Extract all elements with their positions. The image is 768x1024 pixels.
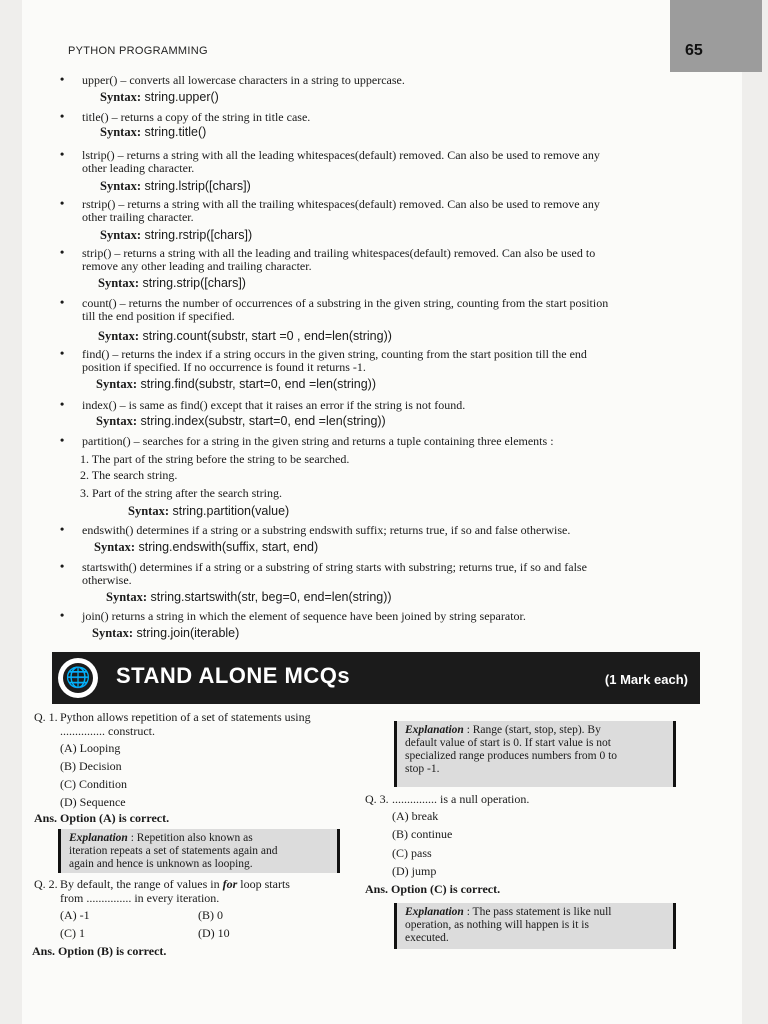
page [22,0,742,1024]
q2-explanation-label: Explanation [405,724,464,736]
syntax-label: Syntax: [106,590,147,604]
method-description: partition() – searches for a string in the given string and returns a tuple containing three elements : [82,434,554,448]
q3-option-d: (D) jump [392,864,437,878]
section-title: STAND ALONE MCQs [116,663,351,688]
syntax-code: string.title() [144,125,207,139]
syntax-label: Syntax: [92,626,133,640]
syntax-label: Syntax: [94,540,135,554]
syntax-label: Syntax: [100,90,141,104]
q2-answer: Ans. Option (B) is correct. [32,944,167,958]
q1-explanation-label: Explanation [69,832,128,844]
syntax-code: string.upper() [144,90,219,104]
method-description: strip() – returns a string with all the leading and trailing whitespaces(default) removed. Can also be used to [82,246,596,260]
method-syntax [100,179,251,194]
q1-text-2: ............... construct. [60,724,155,738]
q2-explanation-line: specialized range produces numbers from 0 to [405,750,618,762]
syntax-label: Syntax: [98,329,139,343]
method-description: lstrip() – returns a string with all the leading whitespaces(default) removed. Can also be used to remove any [82,148,600,162]
q2-explanation [394,721,676,787]
syntax-code: string.count(substr, start =0 , end=len(string)) [142,329,392,343]
bullet-icon: • [60,147,65,161]
bullet-icon: • [60,433,65,447]
syntax-label: Syntax: [128,504,169,518]
method-description: find() – returns the index if a string occurs in the given string, counting from the start position till the end [82,347,587,361]
q2-text-b: loop starts [237,877,290,891]
syntax-label: Syntax: [100,228,141,242]
page-number: 65 [685,42,703,59]
q3-explanation-label: Explanation [405,906,464,918]
q3-explanation-line: executed. [405,932,449,944]
bullet-icon: • [60,295,65,309]
syntax-code: string.strip([chars]) [142,276,246,290]
method-syntax [100,90,219,105]
method-description-cont: position if specified. If no occurrence is found it returns -1. [82,360,366,374]
syntax-label: Syntax: [100,179,141,193]
method-description: count() – returns the number of occurrences of a substring in the given string, counting from the start position [82,296,609,310]
method-syntax [106,590,392,605]
method-description: index() – is same as find() except that it raises an error if the string is not found. [82,398,466,412]
method-description: rstrip() – returns a string with all the trailing whitespaces(default) removed. Can also be used to remove any [82,197,600,211]
syntax-label: Syntax: [100,125,141,139]
q1-explanation [58,829,340,873]
q3-option-b: (B) continue [392,827,453,841]
method-description: endswith() determines if a string or a substring endswith suffix; returns true, if so and false otherwise. [82,523,571,537]
q2-text-a: By default, the range of values in [60,877,223,891]
method-syntax [100,125,206,140]
syntax-code: string.index(substr, start=0, end =len(string)) [140,414,386,428]
q2-text-2: from ............... in every iteration. [60,891,220,905]
bullet-icon: • [60,608,65,622]
method-syntax [92,626,239,641]
method-syntax [94,540,318,555]
bullet-icon: • [60,245,65,259]
q3-number: Q. 3. [365,792,389,806]
method-description-cont: other trailing character. [82,210,194,224]
q1-option-c: (C) Condition [60,777,128,791]
q2-option-c: (C) 1 [60,926,85,940]
q1-explanation-line: : Repetition also known as [127,832,253,844]
method-syntax [96,377,376,392]
method-description: join() returns a string in which the element of sequence have been joined by string separator. [82,609,526,623]
bullet-icon: • [60,559,65,573]
method-syntax [100,228,252,243]
syntax-label: Syntax: [98,276,139,290]
method-description: upper() – converts all lowercase characters in a string to uppercase. [82,73,405,87]
section-banner [52,652,700,704]
q3-explanation-line: : The pass statement is like null [463,906,612,918]
q2-explanation-line: stop -1. [405,763,440,775]
q2-text-for: for [222,877,238,891]
syntax-label: Syntax: [96,377,137,391]
q2-text [60,877,290,891]
q1-text: Python allows repetition of a set of statements using [60,710,311,724]
q3-option-c: (C) pass [392,846,432,860]
q3-answer: Ans. Option (C) is correct. [365,882,501,896]
partition-list-item: 1. The part of the string before the string to be searched. [80,452,350,466]
q2-option-a: (A) -1 [60,908,90,922]
method-syntax [96,414,386,429]
partition-list-item: 2. The search string. [80,468,178,482]
q1-answer: Ans. Option (A) is correct. [34,811,170,825]
page-number-tab [670,0,762,72]
syntax-code: string.partition(value) [172,504,290,518]
method-syntax [128,504,289,519]
bullet-icon: • [60,522,65,536]
bullet-icon: • [60,109,65,123]
q3-option-a: (A) break [392,809,439,823]
method-description-cont: remove any other leading and trailing character. [82,259,312,273]
method-description-cont: other leading character. [82,161,195,175]
syntax-code: string.join(iterable) [136,626,240,640]
q2-explanation-line: : Range (start, stop, step). By [463,724,601,736]
q3-explanation [394,903,676,949]
globe-icon: 🌐 [58,658,98,698]
q2-explanation-line: default value of start is 0. If start value is not [405,737,611,749]
method-syntax [98,329,392,344]
syntax-code: string.endswith(suffix, start, end) [138,540,319,554]
syntax-code: string.lstrip([chars]) [144,179,251,193]
q3-explanation-line: operation, as nothing will happen is it is [405,919,589,931]
partition-list-item: 3. Part of the string after the search string. [80,486,282,500]
running-header: PYTHON PROGRAMMING [68,45,208,57]
syntax-code: string.find(substr, start=0, end =len(string)) [140,377,376,391]
bullet-icon: • [60,196,65,210]
section-marks: (1 Mark each) [604,672,688,687]
bullet-icon: • [60,397,65,411]
method-description-cont: till the end position if specified. [82,309,235,323]
syntax-code: string.rstrip([chars]) [144,228,253,242]
bullet-icon: • [60,346,65,360]
q2-number: Q. 2. [34,877,58,891]
q1-number: Q. 1. [34,710,58,724]
q1-explanation-line: again and hence is unknown as looping. [69,858,253,870]
q1-option-d: (D) Sequence [60,795,126,809]
q2-option-b: (B) 0 [198,908,223,922]
bullet-icon: • [60,72,65,86]
q1-explanation-line: iteration repeats a set of statements again and [69,845,278,857]
q3-text: ............... is a null operation. [392,792,530,806]
syntax-code: string.startswith(str, beg=0, end=len(string)) [150,590,392,604]
q1-option-b: (B) Decision [60,759,122,773]
method-syntax [98,276,246,291]
syntax-label: Syntax: [96,414,137,428]
method-description: title() – returns a copy of the string in title case. [82,110,311,124]
q2-option-d: (D) 10 [198,926,230,940]
method-description: startswith() determines if a string or a substring of string starts with substring; returns true, if so and false [82,560,587,574]
method-description-cont: otherwise. [82,573,132,587]
q1-option-a: (A) Looping [60,741,121,755]
